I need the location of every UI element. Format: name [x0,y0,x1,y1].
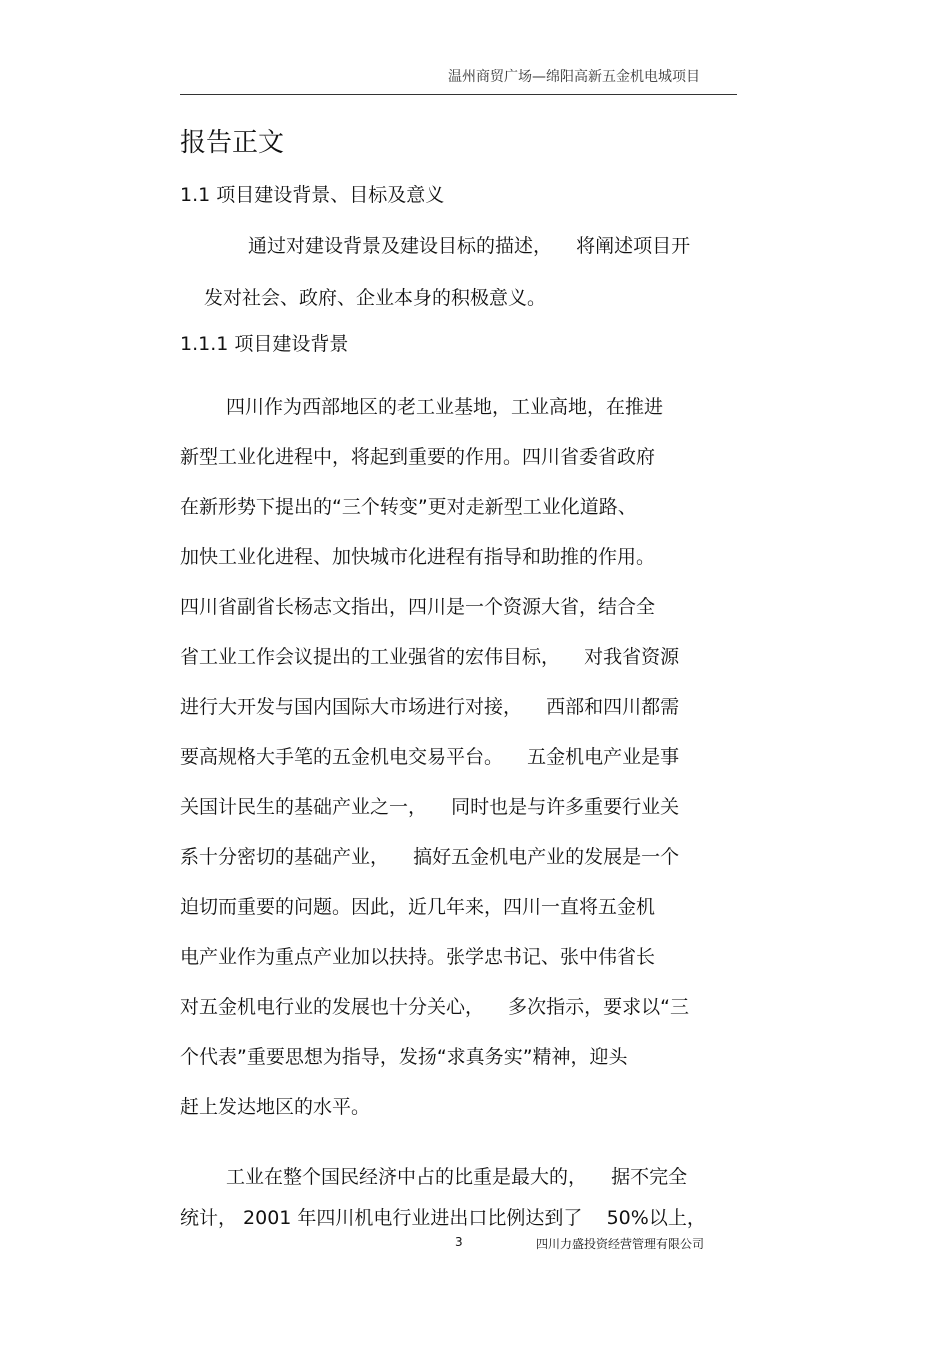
body-line-7: 进行大开发与国内国际大市场进行对接， 西部和四川都需 [180,696,680,718]
header-divider [180,94,737,95]
body-line-12: 电产业作为重点产业加以扶持。张学忠书记、张中伟省长 [180,946,656,968]
intro-line-2: 发对社会、政府、企业本身的积极意义。 [204,287,547,309]
report-title: 报告正文 [180,128,285,158]
body-line-13: 对五金机电行业的发展也十分关心， 多次指示，要求以“三 [180,996,690,1018]
body-line-11: 迫切而重要的问题。因此，近几年来，四川一直将五金机 [180,896,656,918]
body-line-15: 赶上发达地区的水平。 [180,1096,371,1118]
body2-line-1: 工业在整个国民经济中占的比重是最大的， 据不完全 [226,1166,688,1188]
section-1-1-1-heading: 1.1.1 项目建设背景 [180,333,349,355]
body-line-4: 加快工业化进程、加快城市化进程有指导和助推的作用。 [180,546,656,568]
body-line-5: 四川省副省长杨志文指出，四川是一个资源大省，结合全 [180,596,656,618]
body-line-6: 省工业工作会议提出的工业强省的宏伟目标， 对我省资源 [180,646,680,668]
footer-company: 四川力盛投资经营管理有限公司 [536,1237,705,1251]
section-1-1-heading: 1.1 项目建设背景、目标及意义 [180,184,445,206]
body-line-1: 四川作为西部地区的老工业基地，工业高地，在推进 [226,396,664,418]
body2-line-2: 统计， 2001 年四川机电行业进出口比例达到了 50%以上， [180,1207,706,1229]
body-line-2: 新型工业化进程中，将起到重要的作用。四川省委省政府 [180,446,656,468]
body-line-14: 个代表”重要思想为指导，发扬“求真务实”精神，迎头 [180,1046,628,1068]
header-title: 温州商贸广场—绵阳高新五金机电城项目 [448,69,700,85]
page-number: 3 [455,1235,463,1249]
body-line-3: 在新形势下提出的“三个转变”更对走新型工业化道路、 [180,496,637,518]
intro-line-1: 通过对建设背景及建设目标的描述， 将阐述项目开 [248,235,691,257]
body-line-9: 关国计民生的基础产业之一， 同时也是与许多重要行业关 [180,796,680,818]
body-line-10: 系十分密切的基础产业， 搞好五金机电产业的发展是一个 [180,846,680,868]
body-line-8: 要高规格大手笔的五金机电交易平台。 五金机电产业是事 [180,746,680,768]
